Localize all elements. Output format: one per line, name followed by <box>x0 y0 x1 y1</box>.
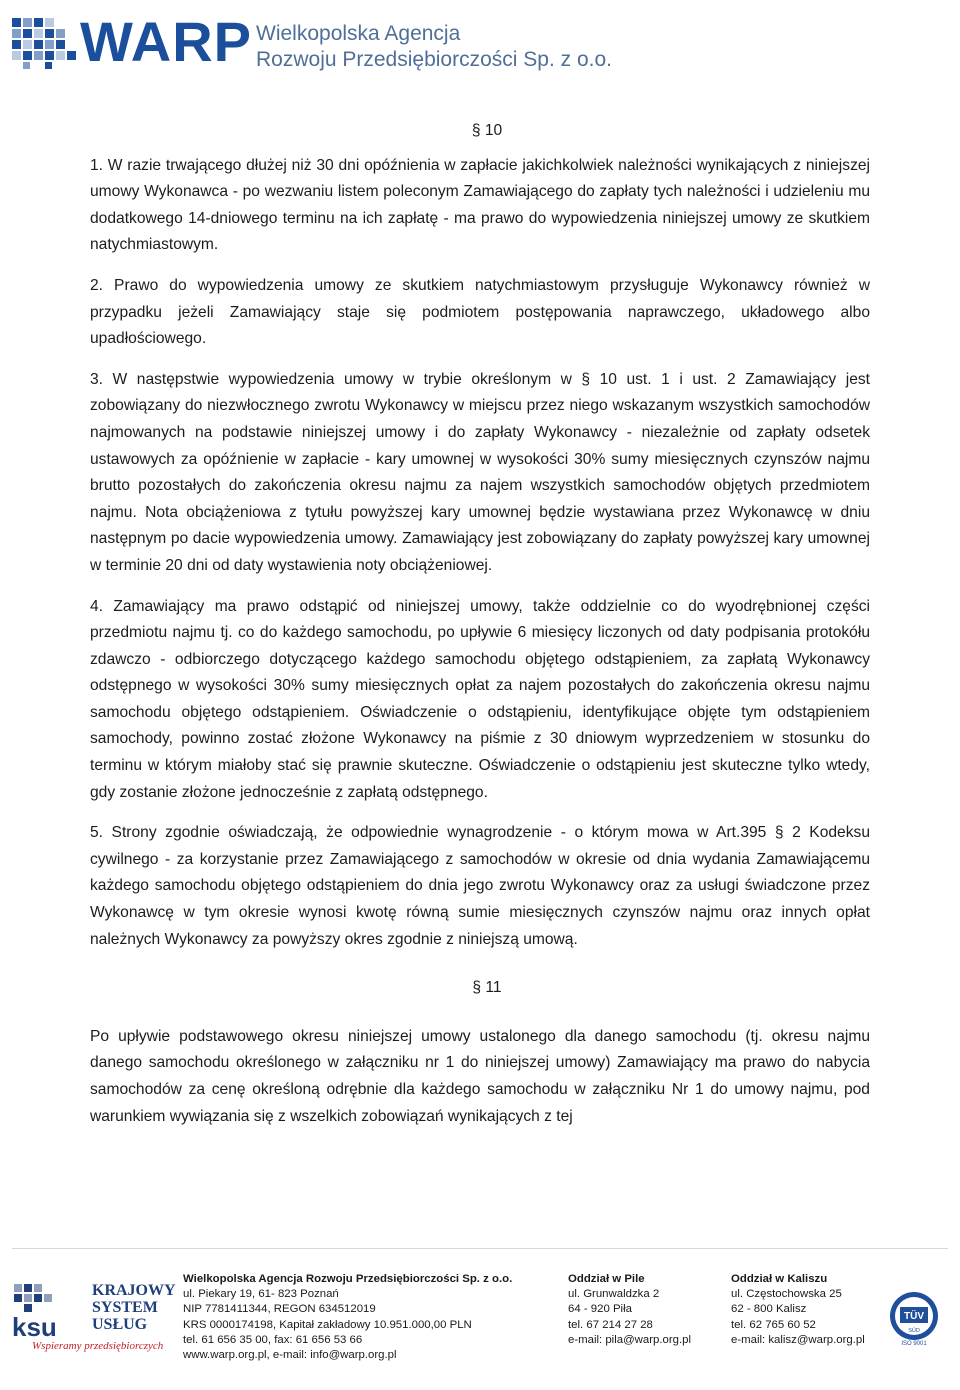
footer-hq-web[interactable]: www.warp.org.pl, e-mail: info@warp.org.pl <box>183 1349 397 1362</box>
section-10-paragraph-5: 5. Strony zgodnie oświadczają, że odpowiednie wynagrodzenie - o którym mowa w Art.395 § 2 Kodeksu cywilnego - za korzystanie przez Zamawiającego z samochodów w okresie od dnia wydania Zamawiającemu każdego samochodu objętego odstąpieniem do dnia jego zwrotu Wykonawcy oraz za usługi świadczone przez Wykonawcę w tym okresie wynosi kwotę równą sumie miesięcznych czynszów najmu oraz innych opłat należnych Wykonawcy za powyższy okres zgodnie z niniejszą umową. <box>90 824 870 948</box>
footer-kalisz-title: Oddział w Kaliszu <box>731 1273 828 1285</box>
ksu-abbr: ksu <box>12 1312 57 1338</box>
footer-pila-phone: tel. 67 214 27 28 <box>568 1318 653 1331</box>
footer-divider <box>12 1248 948 1249</box>
section-10-paragraph-1: 1. W razie trwającego dłużej niż 30 dni opóźnienia w zapłacie jakichkolwiek należności wynikających z niniejszej umowy Wykonawca - po wezwaniu listem poleconym Zamawiającego do zapłaty tych należności i udzieleniu mu dodatkowego 14-dniowego terminu na ich zapłatę - ma prawo do wypowiedzenia niniejszej umowy ze skutkiem natychmiastowym. <box>90 156 870 254</box>
footer-kalisz-phone: tel. 62 765 60 52 <box>731 1318 816 1331</box>
footer-kalisz-city: 62 - 800 Kalisz <box>731 1303 807 1316</box>
tuv-certification-icon <box>888 1290 940 1346</box>
org-name-line2: Rozwoju Przedsiębiorczości Sp. z o.o. <box>256 48 612 71</box>
ksu-name <box>92 1282 176 1333</box>
document-body <box>90 118 870 1130</box>
tuv-label: TÜV <box>904 1311 924 1322</box>
footer-pila-email[interactable]: e-mail: pila@warp.org.pl <box>568 1333 691 1346</box>
footer-kalisz-address <box>731 1272 865 1348</box>
footer-hq-address <box>183 1272 512 1363</box>
footer-hq-krs: KRS 0000174198, Kapitał zakładowy 10.951.000,00 PLN <box>183 1318 472 1331</box>
section-10-heading: § 10 <box>471 122 503 139</box>
ksu-line-1: KRAJOWY <box>92 1282 176 1299</box>
footer-pila-address <box>568 1272 691 1348</box>
tuv-sud-label: SÜD <box>908 1328 920 1334</box>
ksu-logo <box>10 1282 175 1362</box>
section-10-paragraph-2: 2. Prawo do wypowiedzenia umowy ze skutkiem natychmiastowym przysługuje Wykonawcy również w przypadku jeżeli Zamawiający staje się podmiotem postępowania naprawczego, układowego albo upadłościowego. <box>90 276 870 348</box>
section-11-heading: § 11 <box>472 979 502 997</box>
warp-logo-mark-icon <box>12 18 76 70</box>
section-11-paragraph-1: Po upływie podstawowego okresu niniejszej umowy ustalonego dla danego samochodu (tj. okresu najmu danego samochodu określonego w załączniku nr 1 do niniejszej umowy) Zamawiający ma prawo do nabycia samochodów za cenę określoną odrębnie dla każdego samochodu w załączniku Nr 1 do umowy najmu, pod warunkiem wywiązania się z wszelkich zobowiązań wynikających z tej <box>90 1027 870 1125</box>
ksu-line-3: USŁUG <box>92 1316 148 1333</box>
org-name-line1: Wielkopolska Agencja <box>256 22 461 45</box>
page-header <box>0 0 960 80</box>
tuv-iso-label: ISO 9001 <box>901 1341 927 1346</box>
section-10-paragraph-3: 3. W następstwie wypowiedzenia umowy w trybie określonym w § 10 ust. 1 i ust. 2 Zamawiający jest zobowiązany do niezwłocznego zwrotu Wykonawcy w miejscu przez niego wskazanym wszystkich samochodów najmowanych na podstawie niniejszej umowy i do zapłaty Wykonawcy - niezależnie od zapłaty odsetek ustawowych za opóźnienie w zapłacie - kary umownej w wysokości 30% sumy miesięcznych czynszów najmu brutto pozostałych do zakończenia okresu najmu za najem wszystkich samochodów objętych przedmiotem najmu. Nota obciążeniowa z tytułu powyższej kary umownej będzie wystawiana przez Wykonawcę w dniu następnym po dacie wypowiedzenia umowy. Zamawiający jest zobowiązany do zapłaty powyższej kary umownej w terminie 20 dni od daty wystawienia noty obciążeniowej. <box>90 370 870 574</box>
footer-kalisz-street: ul. Częstochowska 25 <box>731 1288 842 1301</box>
footer-kalisz-email[interactable]: e-mail: kalisz@warp.org.pl <box>731 1333 865 1346</box>
footer-hq-phone: tel. 61 656 35 00, fax: 61 656 53 66 <box>183 1333 363 1346</box>
footer-pila-city: 64 - 920 Piła <box>568 1303 632 1316</box>
footer-pila-street: ul. Grunwaldzka 2 <box>568 1288 660 1301</box>
footer-pila-title: Oddział w Pile <box>568 1273 645 1285</box>
footer-hq-title: Wielkopolska Agencja Rozwoju Przedsiębiorczości Sp. z o.o. <box>183 1273 513 1285</box>
warp-logo-wordmark: WARP <box>80 10 252 73</box>
section-10-paragraph-4: 4. Zamawiający ma prawo odstąpić od niniejszej umowy, także oddzielnie co do wyodrębnionej części przedmiotu najmu tj. co do każdego samochodu, po upływie 6 miesięcy liczonych od daty podpisania protokółu zdawczo - odbiorczego dotyczącego każdego samochodu objętego odstąpieniem, za zapłatą Wykonawcy odstępnego w wysokości 30% sumy miesięcznych opłat za najem pozostałych do zakończenia okresu najmu samochodu objętego odstąpieniem. Oświadczenie o odstąpieniu, identyfikujące objęte tym odstąpieniem samochody, powinno zostać złożone Wykonawcy na piśmie z 30 dniowym wyprzedzeniem w stosunku do terminu w którym miałoby stać się prawnie skuteczne. Oświadczenie o odstąpieniu jest skuteczne tylko wtedy, gdy zostanie złożone jednocześnie z zapłatą odstępnego. <box>90 597 870 801</box>
footer-hq-street: ul. Piekary 19, 61- 823 Poznań <box>183 1288 339 1301</box>
footer-hq-nip: NIP 7781411344, REGON 634512019 <box>183 1303 376 1316</box>
ksu-tagline: Wspieramy przedsiębiorczych <box>32 1340 164 1352</box>
ksu-line-2: SYSTEM <box>92 1299 158 1316</box>
ksu-logo-mark-icon <box>10 1282 84 1338</box>
